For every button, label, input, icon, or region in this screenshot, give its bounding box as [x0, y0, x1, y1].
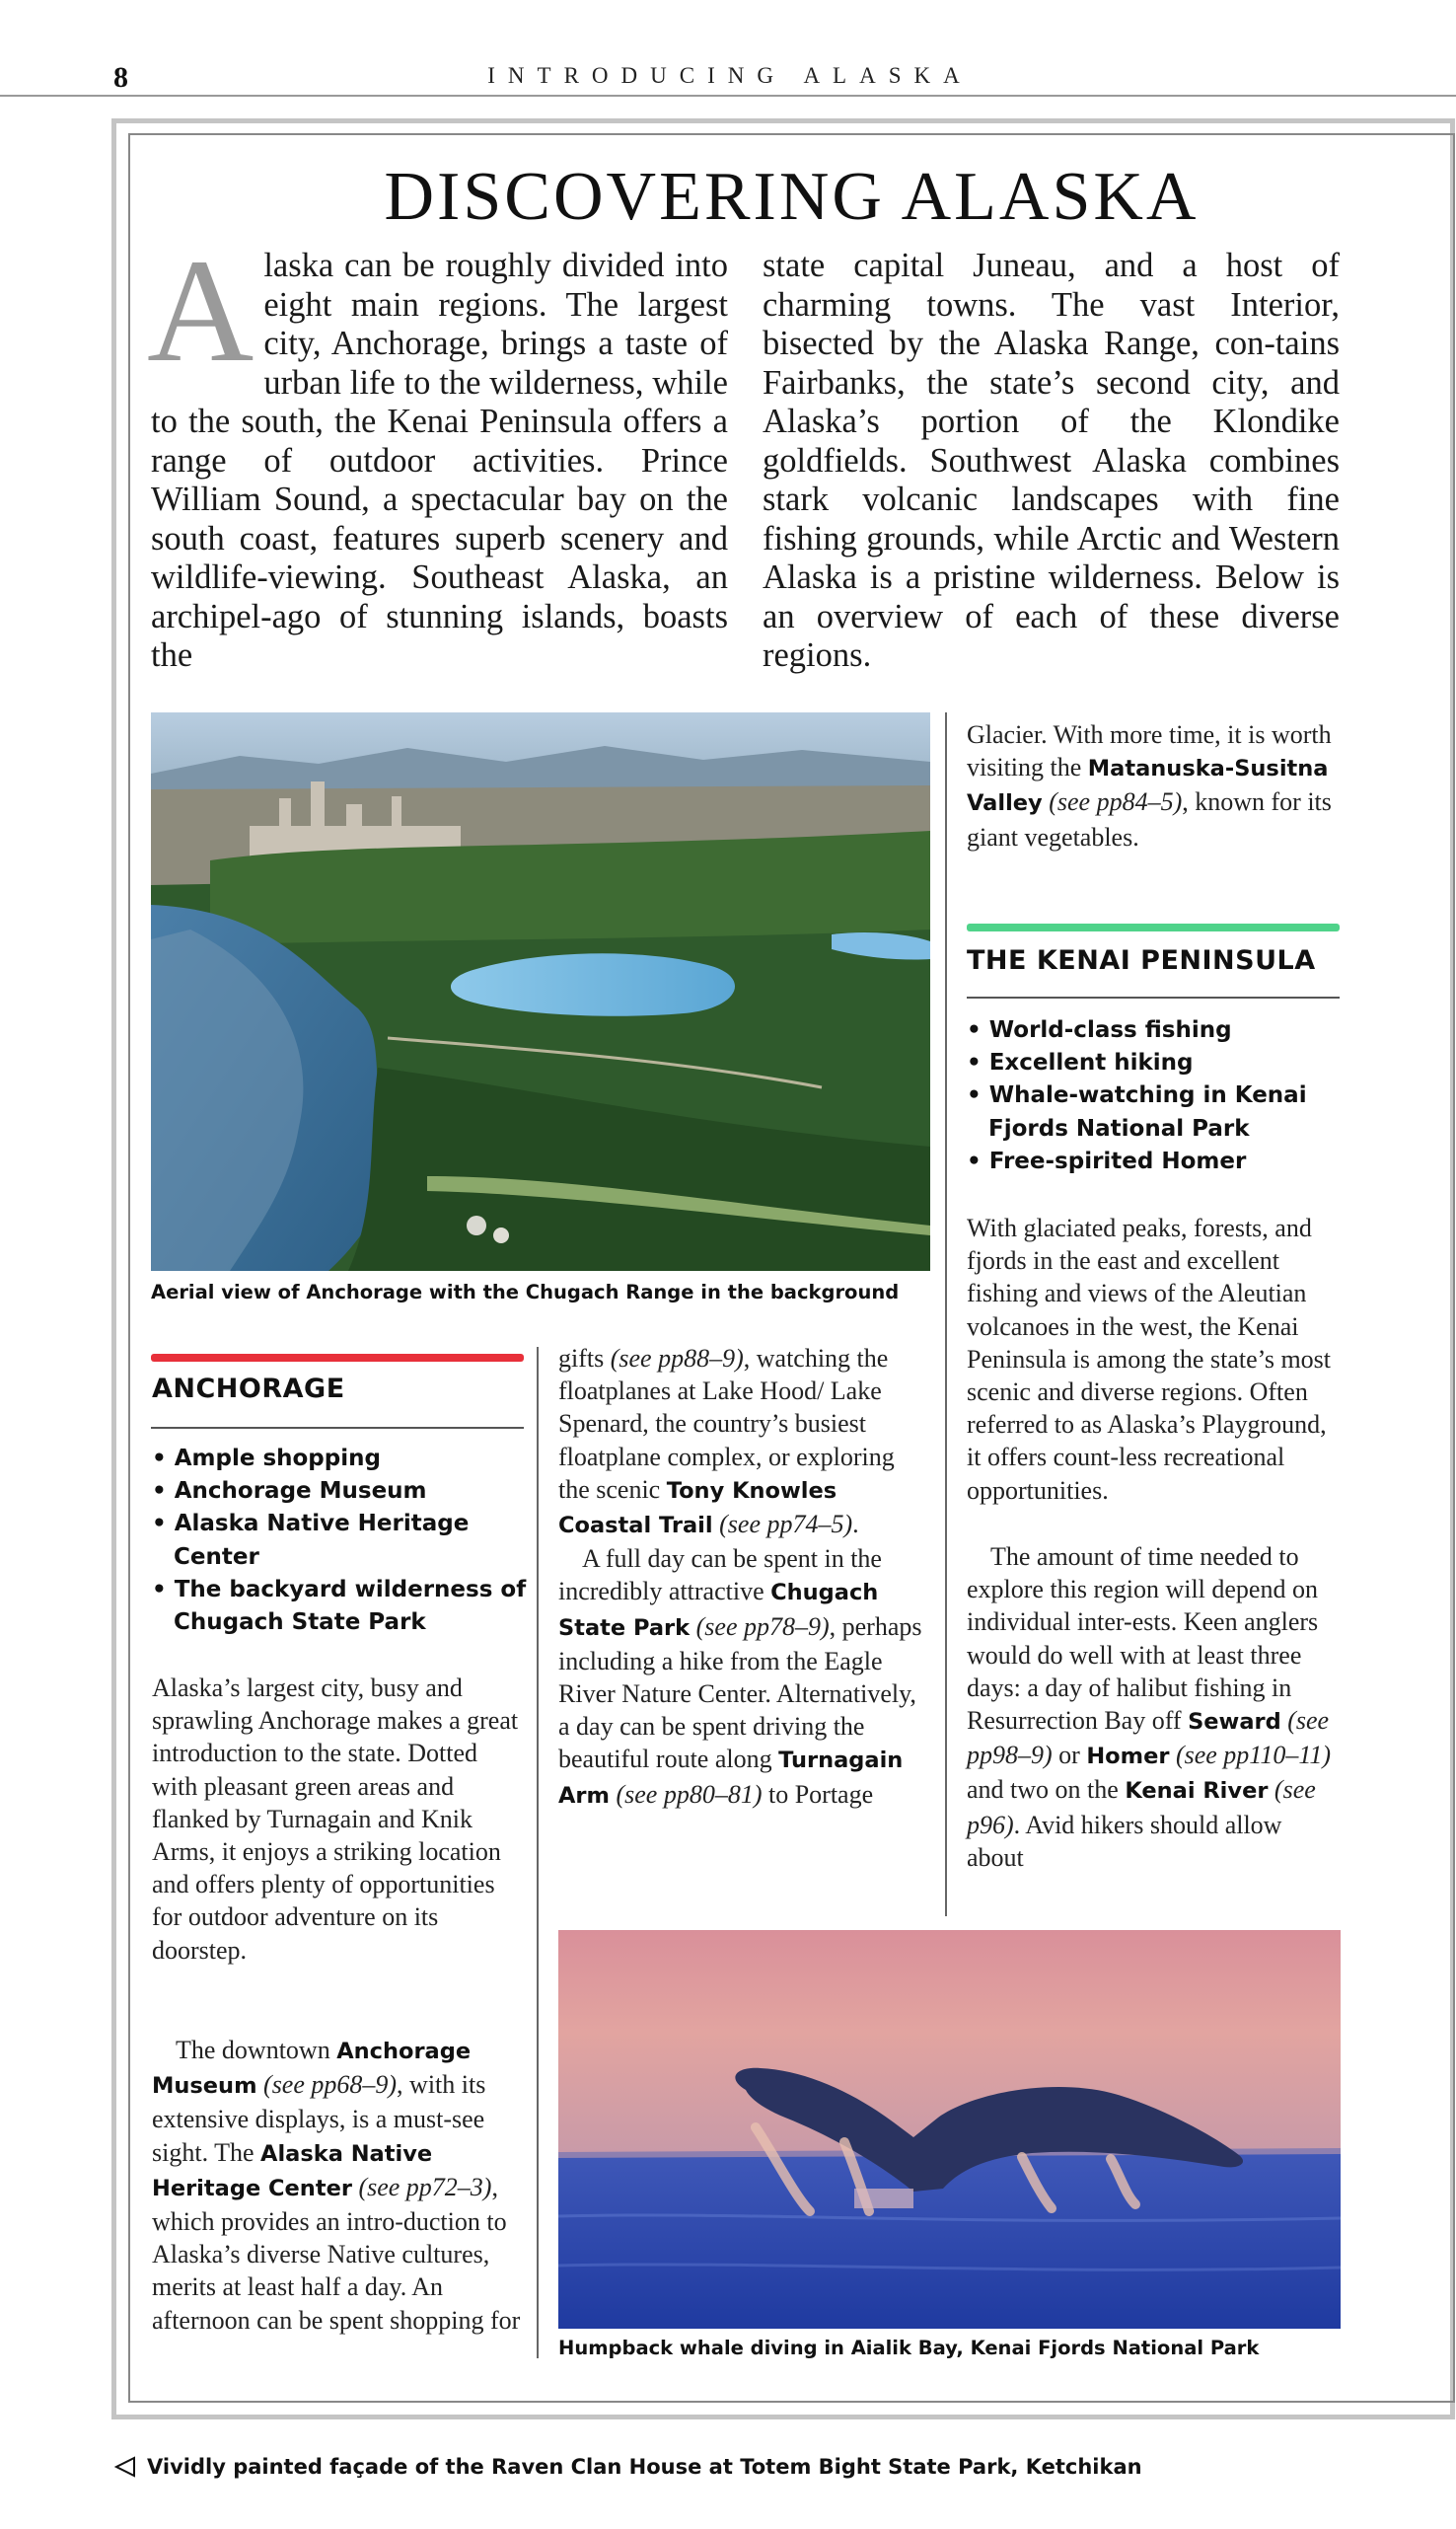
drop-cap: A	[147, 229, 255, 393]
intro-column-left	[147, 229, 728, 676]
matanuska-ref: Matanuska-Susitna Valley	[967, 756, 1329, 817]
anchorage-heading: ANCHORAGE	[152, 1374, 345, 1404]
text-run: , with its extensive displays, is a must-see sight. The	[152, 2070, 486, 2167]
page-ref: (see pp98–9)	[967, 1706, 1330, 1770]
running-head: INTRODUCING ALASKA	[487, 63, 973, 88]
middle-column-text	[558, 1342, 923, 1813]
whale-photo-caption: Humpback whale diving in Aialik Bay, Kenai Fjords National Park	[558, 2337, 1260, 2359]
anchorage-aerial-photo	[151, 712, 930, 1271]
footer-caption	[113, 2455, 1142, 2479]
page-number: 8	[113, 61, 128, 94]
column-divider-left	[537, 1347, 539, 2358]
text-run: A full day can be spent in the incredibly attractive	[558, 1544, 882, 1606]
chugach-ref: Chugach State Park	[558, 1580, 879, 1641]
list-item: • The backyard wilderness of Chugach State Park	[152, 1574, 527, 1639]
kenai-paragraph-1: With glaciated peaks, forests, and fjords in the east and excellent fishing and views of the Aleutian volcanoes in the west, the Kenai Peninsula is among the state’s most scenic and diverse regions. Often referred to as Alaska’s Playground, it offers count-less recreational opportunities.	[967, 1214, 1332, 1505]
list-item: • Alaska Native Heritage Center	[152, 1508, 527, 1573]
footer-caption-text: Vividly painted façade of the Raven Clan House at Totem Bight State Park, Ketchikan	[147, 2455, 1142, 2479]
homer-ref: Homer	[1086, 1744, 1170, 1770]
text-run: The downtown	[176, 2036, 330, 2064]
intro-text-left: laska can be roughly divided into eight main regions. The largest city, Anchorage, brings a taste of urban life to the wilderness, while to the south, the Kenai Peninsula offers a range of outdoor activities. Prince William Sound, a spectacular bay on the south coast, features superb scenery and wildlife-viewing. Southeast Alaska, an archipel-ago of stunning islands, boasts the	[151, 247, 728, 674]
list-item: • Anchorage Museum	[152, 1475, 527, 1508]
page-ref: (see pp110–11)	[1175, 1741, 1332, 1770]
list-item: • Excellent hiking	[967, 1047, 1342, 1079]
anchorage-heading-rule	[151, 1427, 524, 1429]
page-ref: (see pp74–5)	[719, 1510, 853, 1539]
page-ref: (see pp88–9)	[610, 1344, 744, 1373]
kenai-paragraph-2	[967, 1540, 1342, 1874]
page-ref: (see pp84–5)	[1049, 787, 1183, 817]
list-item: • Ample shopping	[152, 1443, 527, 1475]
header-rule	[0, 95, 1456, 97]
kenai-heading: THE KENAI PENINSULA	[967, 945, 1316, 976]
page-ref: (see pp78–9)	[695, 1611, 830, 1641]
text-run: .	[852, 1510, 859, 1539]
coastal-trail-ref: Tony Knowles Coastal Trail	[558, 1477, 837, 1539]
list-item: • Free-spirited Homer	[967, 1146, 1342, 1178]
anchorage-photo-caption: Aerial view of Anchorage with the Chugach Range in the background	[151, 1281, 900, 1303]
turnagain-ref: Turnagain Arm	[558, 1748, 904, 1809]
page-ref: (see pp80–81)	[616, 1779, 763, 1809]
anchorage-paragraph-1: Alaska’s largest city, busy and sprawling Anchorage makes a great introduction to the state. Dotted with pleasant green areas and flanked by Turnagain and Knik Arms, it enjoys a striking location and offers plenty of opportunities for outdoor adventure on its doorstep.	[152, 1674, 519, 1965]
heritage-center-ref: Alaska Native Heritage Center	[152, 2140, 433, 2201]
text-run: , known for its giant vegetables.	[967, 787, 1332, 852]
text-run: or	[1058, 1741, 1080, 1770]
text-run: The amount of time needed to explore this region will depend on individual inter-ests. Keen anglers would do well with at least three days: a day of halibut fishing in Resurrection Bay off	[967, 1542, 1319, 1736]
text-run: , watching the floatplanes at Lake Hood/ Lake Spenard, the country’s busiest floatplane complex, or exploring the scenic	[558, 1344, 895, 1504]
page-title: DISCOVERING ALASKA	[384, 159, 1200, 235]
anchorage-color-bar	[151, 1354, 524, 1362]
text-run: and two on the	[967, 1775, 1119, 1805]
page-ref: (see pp68–9)	[263, 2070, 398, 2100]
anchorage-museum-ref: Anchorage Museum	[152, 2039, 472, 2100]
text-run: , which provides an intro-duction to Alaska’s diverse Native cultures, merits at least half a day. An afternoon can be spent shopping for	[152, 2172, 521, 2335]
text-run: gifts	[558, 1344, 605, 1373]
text-run: Glacier. With more time, it is worth visiting the	[967, 720, 1332, 782]
kenai-heading-rule	[967, 997, 1340, 999]
kenai-river-ref: Kenai River	[1125, 1778, 1269, 1805]
page-ref: (see p96)	[967, 1775, 1316, 1839]
kenai-color-bar	[967, 924, 1340, 931]
page-ref: (see pp72–3)	[358, 2172, 492, 2201]
right-column-intro	[967, 718, 1342, 854]
column-divider-right	[945, 712, 947, 1916]
anchorage-highlights	[152, 1443, 527, 1639]
list-item: • World-class fishing	[967, 1014, 1342, 1047]
intro-column-right: state capital Juneau, and a host of charming towns. The vast Interior, bisected by the Alaska Range, con-tains Fairbanks, the state’s second city, and Alaska’s portion of the Klondike goldfields. Southwest Alaska combines stark volcanic landscapes with fine fishing grounds, while Arctic and Western Alaska is a pristine wilderness. Below is an overview of each of these diverse regions.	[763, 247, 1340, 674]
humpback-whale-photo	[558, 1930, 1341, 2329]
anchorage-paragraph-2	[152, 2034, 523, 2337]
text-run: to Portage	[767, 1779, 874, 1809]
kenai-highlights	[967, 1014, 1342, 1178]
text-run: . Avid hikers should allow about	[967, 1810, 1282, 1872]
list-item: • Whale-watching in Kenai Fjords National Park	[967, 1079, 1342, 1145]
seward-ref: Seward	[1188, 1709, 1281, 1736]
left-triangle-icon	[113, 2455, 137, 2479]
text-run: , perhaps including a hike from the Eagle River Nature Center. Alternatively, a day can be spent driving the beautiful route along	[558, 1611, 922, 1774]
